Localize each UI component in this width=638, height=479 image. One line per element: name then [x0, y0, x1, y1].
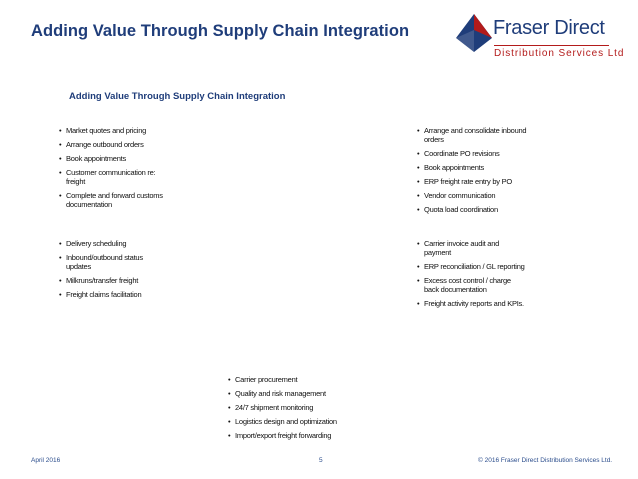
logo-divider: [494, 45, 609, 46]
company-logo: [454, 12, 625, 68]
list-item: • Complete and forward customs documentation: [59, 191, 169, 209]
list-item: • ERP reconciliation / GL reporting: [417, 262, 527, 271]
list-top-left: [59, 126, 169, 214]
logo-subtitle: Distribution Services Ltd: [494, 48, 625, 59]
list-item: • Milkruns/transfer freight: [59, 276, 169, 285]
list-item: • Carrier invoice audit and payment: [417, 239, 527, 257]
list-item: • Inbound/outbound status updates: [59, 253, 169, 271]
logo-mark-icon: [454, 12, 494, 56]
list-top-right: [417, 126, 527, 219]
list-item: • Freight claims facilitation: [59, 290, 169, 299]
list-item: • 24/7 shipment monitoring: [228, 403, 368, 412]
slide-title: Adding Value Through Supply Chain Integration: [31, 22, 410, 40]
footer-copyright: © 2016 Fraser Direct Distribution Services Ltd.: [478, 457, 613, 464]
list-item: • Quota load coordination: [417, 205, 527, 214]
list-item: • Freight activity reports and KPIs.: [417, 299, 527, 308]
list-item: • Arrange and consolidate inbound orders: [417, 126, 527, 144]
list-item: • Delivery scheduling: [59, 239, 169, 248]
list-item: • Book appointments: [59, 154, 169, 163]
list-item: • Vendor communication: [417, 191, 527, 200]
list-item: • Quality and risk management: [228, 389, 368, 398]
list-item: • Market quotes and pricing: [59, 126, 169, 135]
list-middle-left: [59, 239, 169, 304]
list-item: • Customer communication re: freight: [59, 168, 169, 186]
section-heading: Adding Value Through Supply Chain Integration: [69, 91, 286, 102]
list-middle-right: [417, 239, 527, 313]
page-number: 5: [319, 457, 323, 464]
list-item: • Arrange outbound orders: [59, 140, 169, 149]
list-item: • Book appointments: [417, 163, 527, 172]
logo-company-name: Fraser Direct: [493, 17, 605, 39]
footer-date: April 2016: [31, 457, 61, 464]
list-item: • Excess cost control / charge back documentation: [417, 276, 527, 294]
list-item: • Coordinate PO revisions: [417, 149, 527, 158]
list-bottom-center: [228, 375, 368, 445]
list-item: • Import/export freight forwarding: [228, 431, 368, 440]
list-item: • ERP freight rate entry by PO: [417, 177, 527, 186]
list-item: • Logistics design and optimization: [228, 417, 368, 426]
list-item: • Carrier procurement: [228, 375, 368, 384]
